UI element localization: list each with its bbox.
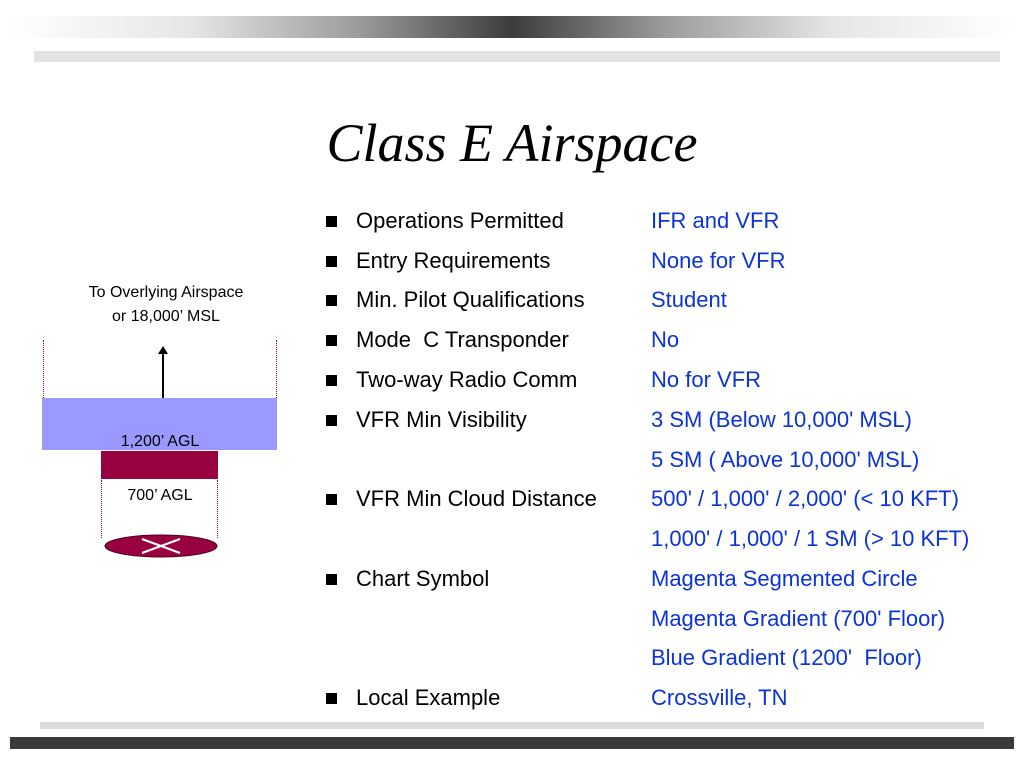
item-label: VFR Min Cloud Distance	[356, 486, 597, 511]
up-arrow-icon	[155, 345, 171, 400]
surface-boundary-left	[101, 480, 102, 538]
item-value: IFR and VFR	[651, 208, 780, 233]
item-label: Two-way Radio Comm	[356, 367, 578, 392]
airport-runway-icon	[102, 532, 220, 560]
item-value: Student	[651, 287, 727, 312]
item-label: Chart Symbol	[356, 566, 490, 591]
bullet-icon	[326, 375, 337, 386]
airspace-boundary-left	[43, 340, 44, 398]
bullet-icon	[326, 256, 337, 267]
item-label: VFR Min Visibility	[356, 407, 527, 432]
item-value: No	[651, 327, 680, 352]
overlying-airspace-label-2: or 18,000’ MSL	[112, 308, 220, 325]
item-label: Entry Requirements	[356, 248, 551, 273]
bullet-icon	[326, 335, 337, 346]
overlying-airspace-label: To Overlying Airspace	[88, 284, 244, 301]
item-value: 3 SM (Below 10,000' MSL)	[651, 407, 912, 432]
bullet-icon	[326, 216, 337, 227]
magenta-airspace-band	[101, 451, 218, 479]
header-gradient-bar	[10, 16, 1014, 38]
item-value: Magenta Gradient (700' Floor)	[651, 606, 946, 631]
item-value: 500' / 1,000' / 2,000' (< 10 KFT)	[651, 486, 959, 511]
airspace-boundary-right	[276, 340, 277, 398]
item-label: Operations Permitted	[356, 208, 564, 233]
item-value: Crossville, TN	[651, 685, 788, 710]
footer-bar	[10, 737, 1014, 749]
item-value: Magenta Segmented Circle	[651, 566, 918, 591]
item-label: Mode C Transponder	[356, 327, 569, 352]
floor-700-agl-label: 700’ AGL	[127, 487, 193, 504]
item-label: Local Example	[356, 685, 501, 710]
item-value: 1,000' / 1,000' / 1 SM (> 10 KFT)	[651, 526, 970, 551]
bullet-icon	[326, 693, 337, 704]
footer-divider	[40, 722, 984, 729]
floor-1200-agl-label: 1,200’ AGL	[120, 433, 200, 450]
item-label: Min. Pilot Qualifications	[356, 287, 585, 312]
item-value: No for VFR	[651, 367, 762, 392]
bullet-icon	[326, 295, 337, 306]
bullet-icon	[326, 494, 337, 505]
slide-title: Class E Airspace	[326, 113, 698, 173]
item-value: Blue Gradient (1200' Floor)	[651, 645, 922, 670]
bullet-icon	[326, 415, 337, 426]
item-value: 5 SM ( Above 10,000' MSL)	[651, 447, 920, 472]
header-divider	[34, 51, 1000, 62]
item-value: None for VFR	[651, 248, 786, 273]
bullet-icon	[326, 574, 337, 585]
surface-boundary-right	[217, 480, 218, 538]
